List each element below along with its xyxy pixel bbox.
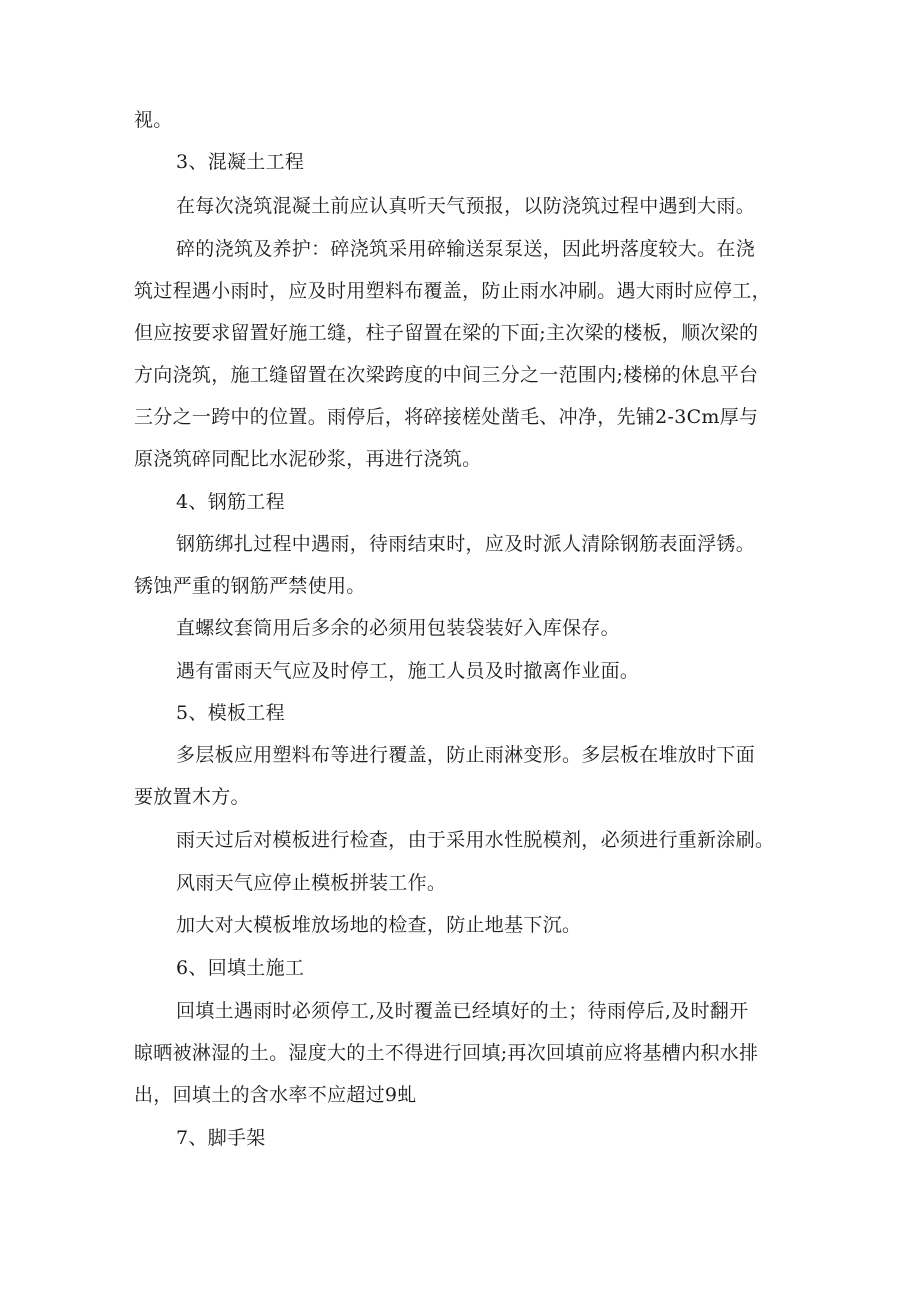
text-line: 视。 <box>134 109 173 131</box>
text-line: 多层板应用塑料布等进行覆盖，防止雨淋变形。多层板在堆放时下面 <box>176 744 756 766</box>
text-line: 方向浇筑，施工缝留置在次梁跨度的中间三分之一范围内;楼梯的休息平台 <box>134 364 759 386</box>
text-line: 晾晒被淋湿的土。湿度大的土不得进行回填;再次回填前应将基槽内积水排 <box>134 1042 759 1064</box>
text-line: 钢筋绑扎过程中遇雨，待雨结束时，应及时派人清除钢筋表面浮锈。 <box>176 533 756 555</box>
text-line: 加大对大模板堆放场地的检查，防止地基下沉。 <box>176 914 582 936</box>
text-line: 三分之一跨中的位置。雨停后，将碎接槎处凿毛、冲净，先铺2-3Cm厚与 <box>134 406 759 428</box>
text-line: 在每次浇筑混凝土前应认真听天气预报，以防浇筑过程中遇到大雨。 <box>176 195 756 217</box>
text-line: 雨天过后对模板进行检查，由于采用水性脱模剂，必须进行重新涂刷。 <box>176 829 775 851</box>
text-line: 直螺纹套筒用后多余的必须用包装袋装好入库保存。 <box>176 617 620 639</box>
text-line: 锈蚀严重的钢筋严禁使用。 <box>134 575 366 597</box>
text-line: 遇有雷雨天气应及时停工，施工人员及时撤离作业面。 <box>176 660 640 682</box>
section-heading: 4、钢筋工程 <box>176 491 285 513</box>
text-line: 出，回填土的含水率不应超过9虬 <box>134 1084 417 1106</box>
text-line: 原浇筑碎同配比水泥砂浆，再进行浇筑。 <box>134 448 482 470</box>
text-line: 碎的浇筑及养护：碎浇筑采用碎输送泵泵送，因此坍落度较大。在浇 <box>176 238 756 260</box>
text-line: 筑过程遇小雨时，应及时用塑料布覆盖，防止雨水冲刷。遇大雨时应停工， <box>134 280 771 302</box>
section-heading: 5、模板工程 <box>176 702 285 724</box>
text-line: 但应按要求留置好施工缝，柱子留置在梁的下面;主次梁的楼板，顺次梁的 <box>134 322 759 344</box>
section-heading: 6、回填土施工 <box>176 957 305 979</box>
text-line: 风雨天气应停止模板拼装工作。 <box>176 872 447 894</box>
text-line: 回填土遇雨时必须停工,及时覆盖已经填好的土；待雨停后,及时翻开 <box>176 1000 749 1022</box>
text-line: 要放置木方。 <box>134 786 250 808</box>
section-heading: 7、脚手架 <box>176 1127 266 1149</box>
section-heading: 3、混凝土工程 <box>176 151 305 173</box>
